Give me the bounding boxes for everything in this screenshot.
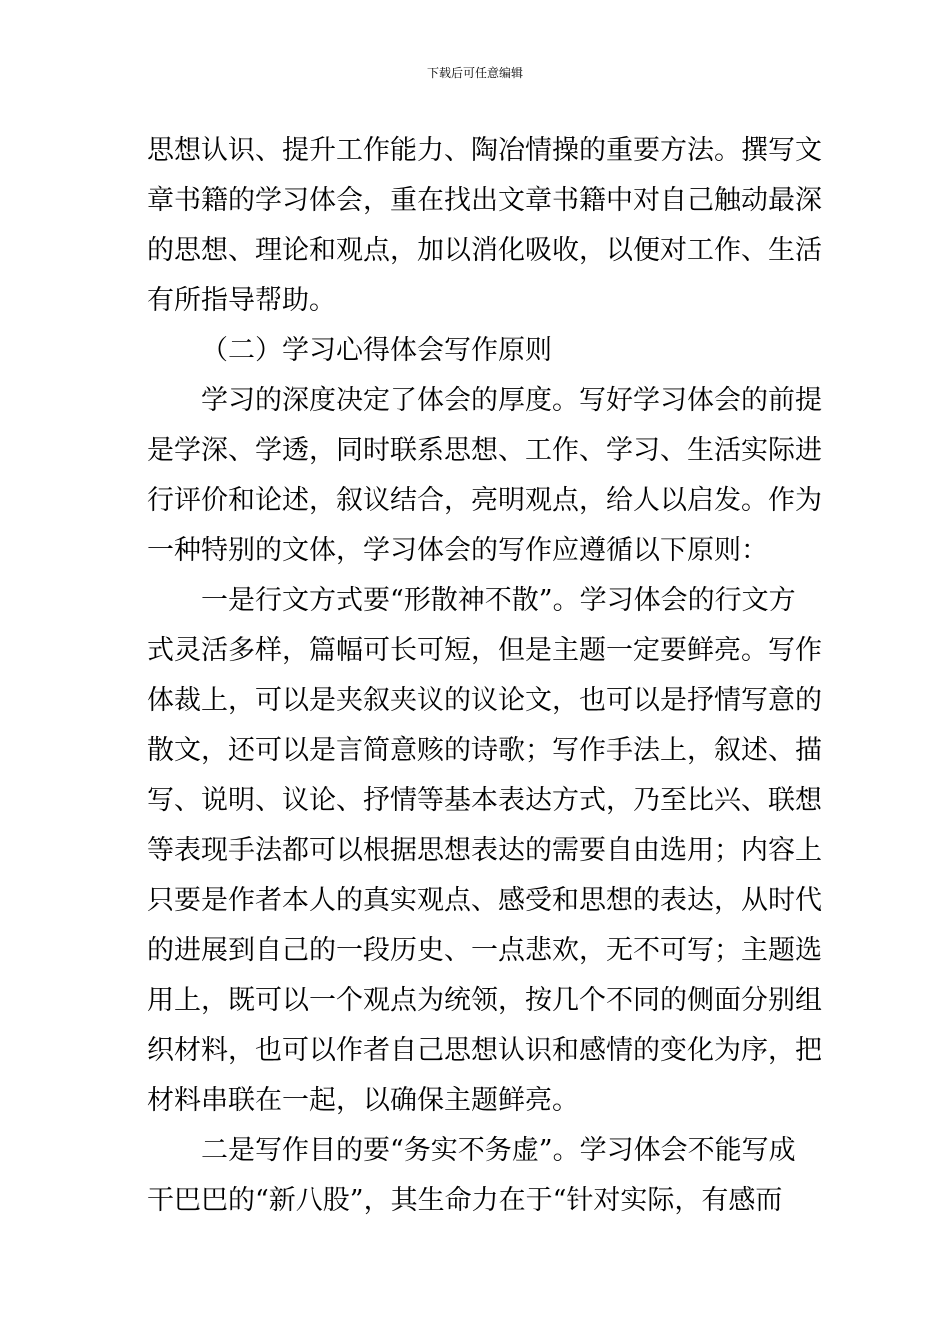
- paragraph-line: 干巴巴的“新八股”，其生命力在于“针对实际，有感而: [147, 1185, 783, 1216]
- paragraph-line: 章书籍的学习体会，重在找出文章书籍中对自己触动最深: [147, 185, 822, 216]
- paragraph-line: 二是写作目的要“务实不务虚”。学习体会不能写成: [201, 1135, 796, 1166]
- paragraph-line: 等表现手法都可以根据思想表达的需要自由选用；内容上: [147, 835, 822, 866]
- paragraph-line: 有所指导帮助。: [147, 285, 336, 316]
- paragraph-line: 材料串联在一起，以确保主题鲜亮。: [147, 1085, 579, 1116]
- paragraph-line: 是学深、学透，同时联系思想、工作、学习、生活实际进: [147, 435, 822, 466]
- paragraph-line: 的思想、理论和观点，加以消化吸收，以便对工作、生活: [147, 235, 822, 266]
- paragraph-line: 行评价和论述，叙议结合，亮明观点，给人以启发。作为: [147, 485, 822, 516]
- paragraph-line: 用上，既可以一个观点为统领，按几个不同的侧面分别组: [147, 985, 822, 1016]
- paragraph-line: 织材料，也可以作者自己思想认识和感情的变化为序，把: [147, 1035, 822, 1066]
- section-heading: （二）学习心得体会写作原则: [201, 335, 552, 366]
- paragraph-line: 思想认识、提升工作能力、陶冶情操的重要方法。撰写文: [147, 135, 822, 166]
- document-body: [147, 126, 822, 1226]
- page-header: 下载后可任意编辑: [426, 66, 523, 80]
- paragraph-line: 只要是作者本人的真实观点、感受和思想的表达，从时代: [147, 885, 822, 916]
- paragraph-line: 写、说明、议论、抒情等基本表达方式，乃至比兴、联想: [147, 785, 822, 816]
- paragraph-line: 一种特别的文体，学习体会的写作应遵循以下原则：: [147, 535, 768, 566]
- paragraph-line: 学习的深度决定了体会的厚度。写好学习体会的前提: [201, 385, 822, 416]
- paragraph-line: 一是行文方式要“形散神不散”。学习体会的行文方: [201, 585, 796, 616]
- paragraph-line: 体裁上，可以是夹叙夹议的议论文，也可以是抒情写意的: [147, 685, 822, 716]
- paragraph-line: 式灵活多样，篇幅可长可短，但是主题一定要鲜亮。写作: [147, 635, 822, 666]
- paragraph-line: 散文，还可以是言简意赅的诗歌；写作手法上，叙述、描: [147, 735, 822, 766]
- paragraph-line: 的进展到自己的一段历史、一点悲欢，无不可写；主题选: [147, 935, 822, 966]
